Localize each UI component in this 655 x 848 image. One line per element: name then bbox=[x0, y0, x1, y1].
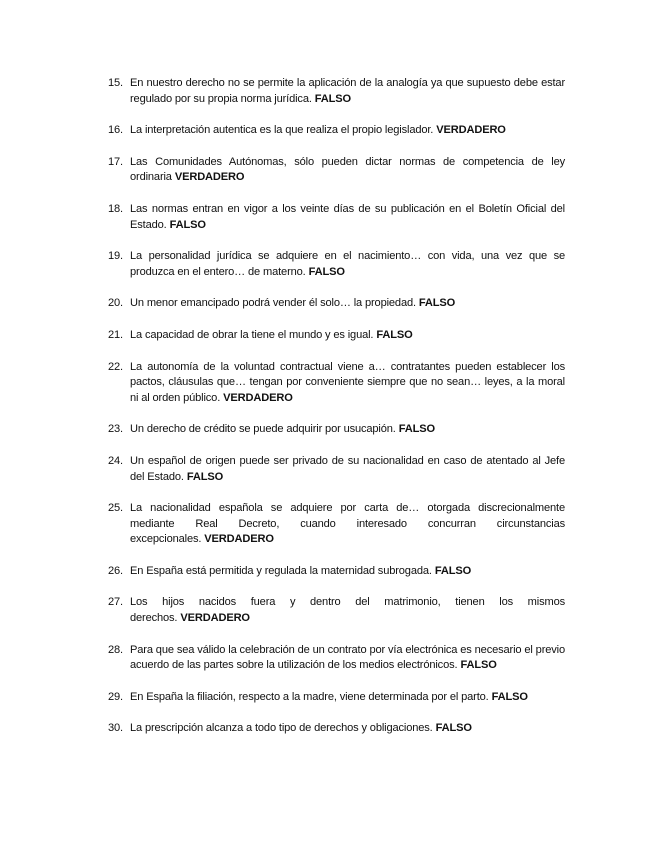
question-text: Un menor emancipado podrá vender él solo… la propiedad. bbox=[130, 297, 416, 310]
question-body bbox=[130, 249, 565, 280]
question-text: La autonomía de la voluntad contractual viene a… contratantes pueden establecer los pactos, cláusulas que… tengan por conveniente siempre que no sean… leyes, a la moral ni al orden público. bbox=[130, 360, 565, 404]
answer-label: VERDADERO bbox=[180, 612, 250, 625]
question-body bbox=[130, 76, 565, 107]
question-number: 22. bbox=[108, 360, 123, 373]
question-item bbox=[108, 721, 565, 737]
question-item bbox=[108, 690, 565, 706]
answer-label: FALSO bbox=[169, 218, 206, 231]
question-number: 15. bbox=[108, 77, 123, 89]
question-body bbox=[130, 328, 565, 344]
question-body bbox=[130, 422, 565, 438]
question-body bbox=[130, 690, 565, 706]
question-text: Para que sea válido la celebración de un contrato por vía electrónica es necesario el previo acuerdo de las partes sobre la utilización de los medios electrónicos. bbox=[130, 643, 565, 672]
question-body bbox=[130, 721, 565, 737]
question-body bbox=[130, 155, 565, 186]
question-body bbox=[130, 296, 565, 312]
question-text: La prescripción alcanza a todo tipo de derechos y obligaciones. bbox=[130, 722, 433, 735]
answer-label: FALSO bbox=[376, 328, 413, 341]
question-number: 19. bbox=[108, 250, 123, 263]
answer-label: FALSO bbox=[308, 265, 345, 278]
question-text: Un español de origen puede ser privado de su nacionalidad en caso de atentado al Jefe del Estado. bbox=[130, 454, 565, 483]
question-number: 21. bbox=[108, 328, 123, 341]
question-text: Un derecho de crédito se puede adquirir por usucapión. bbox=[130, 423, 396, 436]
question-item bbox=[108, 422, 565, 438]
question-body bbox=[130, 360, 565, 407]
question-number: 18. bbox=[108, 202, 123, 215]
answer-label: VERDADERO bbox=[204, 533, 274, 546]
question-body bbox=[130, 501, 565, 548]
question-number: 26. bbox=[108, 564, 123, 577]
question-body bbox=[130, 564, 565, 580]
question-text: En España está permitida y regulada la maternidad subrogada. bbox=[130, 564, 432, 577]
answer-label: VERDADERO bbox=[436, 124, 506, 137]
answer-label: FALSO bbox=[314, 92, 352, 105]
question-text: En España la filiación, respecto a la madre, viene determinada por el parto. bbox=[130, 690, 489, 703]
question-item bbox=[108, 123, 565, 139]
question-body bbox=[130, 643, 565, 674]
question-text: Los hijos nacidos fuera y dentro del matrimonio, tienen los mismos derechos. bbox=[130, 596, 565, 625]
question-item bbox=[108, 76, 565, 107]
answer-label: VERDADERO bbox=[174, 171, 245, 184]
question-body bbox=[130, 595, 565, 626]
question-number: 24. bbox=[108, 454, 123, 467]
question-text: La nacionalidad española se adquiere por carta de… otorgada discrecionalmente mediante Real Decreto, cuando interesado concurran circunstancias excepcionales. bbox=[130, 502, 565, 546]
question-item bbox=[108, 564, 565, 580]
question-list bbox=[108, 76, 565, 753]
question-item bbox=[108, 595, 565, 626]
question-number: 16. bbox=[108, 124, 123, 137]
question-number: 23. bbox=[108, 423, 123, 436]
answer-label: FALSO bbox=[186, 470, 224, 483]
question-text: Las normas entran en vigor a los veinte días de su publicación en el Boletín Oficial del Estado. bbox=[130, 202, 565, 231]
question-item bbox=[108, 202, 565, 233]
question-item bbox=[108, 454, 565, 485]
question-text: La personalidad jurídica se adquiere en el nacimiento… con vida, una vez que se produzca en el entero… de materno. bbox=[130, 250, 565, 278]
question-item bbox=[108, 501, 565, 548]
question-item bbox=[108, 328, 565, 344]
question-number: 27. bbox=[108, 596, 123, 609]
question-number: 17. bbox=[108, 155, 123, 168]
question-body bbox=[130, 123, 565, 139]
question-text: En nuestro derecho no se permite la aplicación de la analogía ya que supuesto debe estar regulado por su propia norma jurídica. bbox=[130, 77, 565, 105]
answer-label: VERDADERO bbox=[223, 391, 293, 404]
question-item bbox=[108, 360, 565, 407]
question-item bbox=[108, 155, 565, 186]
question-number: 28. bbox=[108, 643, 123, 656]
answer-label: FALSO bbox=[398, 423, 435, 436]
question-number: 29. bbox=[108, 690, 123, 703]
answer-label: FALSO bbox=[434, 564, 472, 577]
question-item bbox=[108, 296, 565, 312]
answer-label: FALSO bbox=[418, 297, 456, 310]
answer-label: FALSO bbox=[460, 659, 497, 672]
answer-label: FALSO bbox=[491, 690, 528, 703]
question-item bbox=[108, 643, 565, 674]
question-text: Las Comunidades Autónomas, sólo pueden dictar normas de competencia de ley ordinaria bbox=[130, 155, 565, 184]
question-text: La capacidad de obrar la tiene el mundo y es igual. bbox=[130, 328, 374, 341]
question-number: 20. bbox=[108, 297, 123, 310]
question-number: 25. bbox=[108, 502, 123, 515]
answer-label: FALSO bbox=[435, 722, 472, 735]
question-text: La interpretación autentica es la que realiza el propio legislador. bbox=[130, 124, 434, 137]
question-body bbox=[130, 454, 565, 485]
question-item bbox=[108, 249, 565, 280]
question-number: 30. bbox=[108, 722, 123, 735]
question-body bbox=[130, 202, 565, 233]
